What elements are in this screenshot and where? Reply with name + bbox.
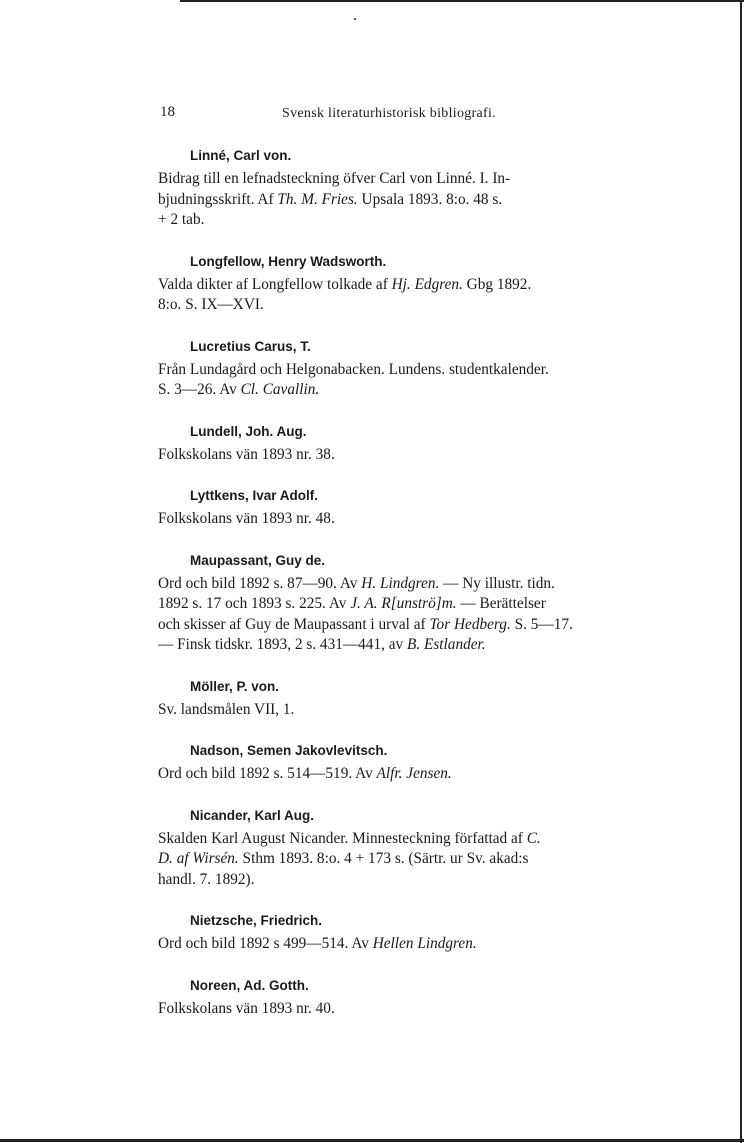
entry-text: Från Lundagård och Helgonabacken. Lundens. studentkalender. xyxy=(158,360,549,378)
entry-text: — Ny illustr. tidn. xyxy=(439,574,555,592)
entry-line xyxy=(158,295,658,316)
entry-text: Valda dikter af Longfellow tolkade af xyxy=(158,275,392,293)
entry-text: och skisser af Guy de Maupassant i urval af xyxy=(158,615,430,633)
entry-line xyxy=(158,635,658,656)
entry-heading: Noreen, Ad. Gotth. xyxy=(190,977,309,993)
entry-line xyxy=(158,445,658,466)
entry-body xyxy=(158,829,658,891)
bibliography-entry xyxy=(158,677,658,721)
entry-body xyxy=(158,764,658,785)
entry-body xyxy=(158,169,658,231)
entry-line xyxy=(158,360,658,381)
entry-line xyxy=(158,210,658,231)
entry-heading: Nietzsche, Friedrich. xyxy=(190,913,323,928)
entry-text: Sv. landsmålen VII, 1. xyxy=(158,700,295,718)
running-title: Svensk literaturhistorisk bibliografi. xyxy=(282,106,496,121)
entry-line xyxy=(158,615,658,636)
entry-body xyxy=(158,700,658,721)
author-name: Tor Hedberg. xyxy=(429,615,511,633)
entry-text: S. 5—17. xyxy=(510,615,573,633)
entry-heading: Linné, Carl von. xyxy=(190,148,292,163)
entry-text: — Berättelser xyxy=(456,595,546,612)
author-name: D. af Wirsén. xyxy=(158,850,239,867)
page-top-border xyxy=(180,0,744,2)
entry-line xyxy=(158,509,658,530)
page-right-border xyxy=(740,0,742,1143)
entry-line xyxy=(158,169,658,190)
bibliography-entry xyxy=(158,486,658,530)
entry-text: 1892 s. 17 och 1893 s. 225. Av xyxy=(158,595,351,612)
bibliography-entry xyxy=(158,806,658,891)
author-name: Hellen Lindgren. xyxy=(372,935,477,952)
entry-heading: Nadson, Semen Jakovlevitsch. xyxy=(190,743,388,758)
entry-text: Gbg 1892. xyxy=(462,275,532,293)
scan-mark xyxy=(354,18,356,20)
entry-text: 8:o. S. IX—XVI. xyxy=(158,296,264,313)
entry-line xyxy=(158,275,658,296)
entry-line xyxy=(158,764,658,785)
bibliography-entry xyxy=(158,146,658,231)
entry-text: bjudningsskrift. Af xyxy=(158,190,278,208)
entry-text: Folkskolans vän 1893 nr. 40. xyxy=(158,999,335,1017)
entry-body xyxy=(158,445,658,466)
entry-body xyxy=(158,509,658,530)
entry-body xyxy=(158,574,658,656)
bibliography-entry xyxy=(158,337,658,401)
entry-line xyxy=(158,870,658,891)
entry-line xyxy=(158,999,658,1020)
author-name: H. Lindgren. xyxy=(361,574,440,592)
author-name: Alfr. Jensen. xyxy=(376,765,452,782)
entry-line xyxy=(158,594,658,615)
entry-body xyxy=(158,999,658,1020)
entry-text: Bidrag till en lefnadsteckning öfver Carl von Linné. I. In- xyxy=(158,170,511,187)
entry-text: Ord och bild 1892 s 499—514. Av xyxy=(158,935,373,952)
author-name: Cl. Cavallin. xyxy=(240,381,320,398)
entry-text: Upsala 1893. 8:o. 48 s. xyxy=(357,190,503,208)
bibliography-entry xyxy=(158,976,658,1020)
bibliography-entry xyxy=(158,422,658,466)
entry-line xyxy=(158,700,658,721)
entry-text: Folkskolans vän 1893 nr. 38. xyxy=(158,445,335,463)
entry-heading: Lucretius Carus, T. xyxy=(190,338,311,354)
entry-heading: Nicander, Karl Aug. xyxy=(190,807,315,823)
entry-heading: Lundell, Joh. Aug. xyxy=(190,423,307,439)
entry-body xyxy=(158,275,658,316)
entry-text: — Finsk tidskr. 1893, 2 s. 431—441, av xyxy=(158,636,408,653)
entry-text: S. 3—26. Av xyxy=(158,381,241,398)
entry-heading: Longfellow, Henry Wadsworth. xyxy=(190,253,387,269)
bibliography-entry xyxy=(158,911,658,955)
entry-text: + 2 tab. xyxy=(158,211,205,228)
entry-text: Skalden Karl August Nicander. Minnesteckning författad af xyxy=(158,829,527,847)
entry-line xyxy=(158,380,658,401)
author-name: B. Estlander. xyxy=(407,636,486,653)
entry-line xyxy=(158,829,658,850)
author-name: Th. M. Fries. xyxy=(277,190,358,208)
entry-text: Folkskolans vän 1893 nr. 48. xyxy=(158,510,335,527)
entry-line xyxy=(158,849,658,870)
entry-body xyxy=(158,934,658,955)
page-bottom-border xyxy=(0,1139,744,1142)
page-number: 18 xyxy=(160,104,175,120)
entry-heading: Maupassant, Guy de. xyxy=(190,552,326,568)
entry-heading: Lyttkens, Ivar Adolf. xyxy=(190,488,319,503)
bibliography-entry xyxy=(158,551,658,656)
entry-text: Sthm 1893. 8:o. 4 + 173 s. (Särtr. ur Sv. akad:s xyxy=(238,850,529,867)
entry-text: handl. 7. 1892). xyxy=(158,870,255,888)
bibliography-entry xyxy=(158,252,658,316)
bibliography-entry xyxy=(158,741,658,785)
entry-line xyxy=(158,934,658,955)
bibliography-entries xyxy=(158,146,658,1040)
entry-body xyxy=(158,360,658,401)
entry-text: Ord och bild 1892 s. 514—519. Av xyxy=(158,765,377,782)
entry-line xyxy=(158,574,658,595)
author-name: Hj. Edgren. xyxy=(391,275,463,293)
entry-line xyxy=(158,190,658,211)
entry-text: Ord och bild 1892 s. 87—90. Av xyxy=(158,574,362,592)
author-name: J. A. R[unströ]m. xyxy=(350,595,457,612)
author-name: C. xyxy=(526,829,541,847)
entry-heading: Möller, P. von. xyxy=(190,678,280,694)
